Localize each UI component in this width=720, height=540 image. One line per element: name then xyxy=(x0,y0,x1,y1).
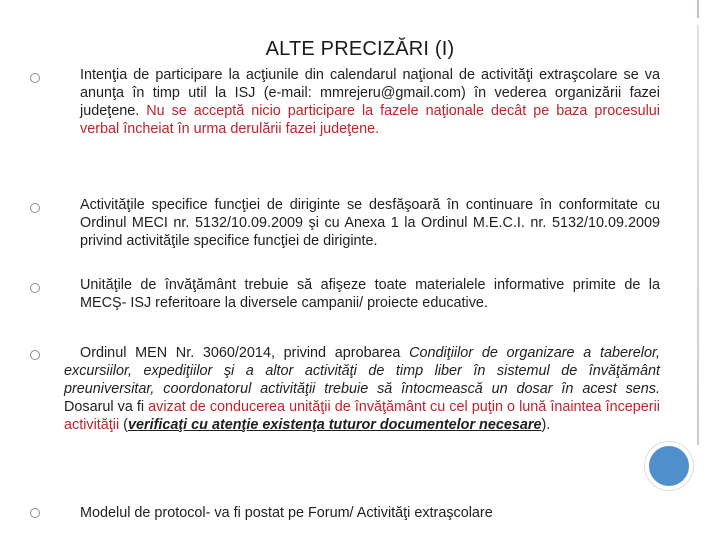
materials-text: Unităţile de învăţământ trebuie să afişeze toate materialele informative primite de la MECŞ- ISJ referitoare la diversele campanii/ proiecte educative. xyxy=(80,277,660,311)
bullet-icon xyxy=(30,283,40,293)
paragraph-protocol xyxy=(80,504,660,522)
top-rule xyxy=(697,0,699,18)
diriginte-text: Activităţile specifice funcţiei de diriginte se desfăşoară în continuare în conformitate cu Ordinul MECI nr. 5132/10.09.2009 şi cu Anexa 1 la Ordinul M.E.C.I. nr. 5132/10.09.2009 privind activităţile specifice funcţiei de diriginte. xyxy=(80,197,660,249)
protocol-text: Modelul de protocol- va fi postat pe Forum/ Activităţi extraşcolare xyxy=(80,505,493,521)
paragraph-materials xyxy=(80,276,660,312)
participation-warning: Nu se acceptă nicio participare la fazele naţionale decât pe baza procesului verbal încheiat în urma derulării fazei judeţene. xyxy=(80,103,660,137)
bullet-icon xyxy=(30,350,40,360)
bullet-icon xyxy=(30,73,40,83)
page-title: ALTE PRECIZĂRI (I) xyxy=(265,38,455,60)
order-paren-open: ( xyxy=(119,417,128,433)
paragraph-diriginte xyxy=(80,196,660,250)
order-approval: avizat de conducerea unităţii de învăţământ cu cel puţin o lună înaintea începerii activităţii xyxy=(64,399,660,433)
participation-text: Intenţia de participare la acţiunile din calendarul naţional de activităţi extraşcolare se va anunţa în timp util la ISJ (e-mail: mmrejeru@gmail.com) în vederea organizării fazei judeţene. xyxy=(80,67,660,119)
vertical-rule xyxy=(697,25,699,445)
order-intro: Ordinul MEN Nr. 3060/2014, privind aprobarea xyxy=(80,345,410,361)
order-verify: verificaţi cu atenţie existenţa tuturor documentelor necesare xyxy=(127,417,542,433)
bullet-icon xyxy=(30,203,40,213)
order-paren-close: ). xyxy=(541,417,551,433)
paragraph-order xyxy=(64,344,660,434)
bullet-icon xyxy=(30,508,40,518)
order-conditions: Condiţiilor de organizare a taberelor, excursiilor, expediţiilor şi a altor activităţi de timp liber în sistemul de învăţământ preuniversitar, coordonatorul activităţii trebuie să întocmească un dosar în acest sens. xyxy=(64,345,660,397)
order-dossier: Dosarul va fi xyxy=(64,399,149,415)
paragraph-participation xyxy=(80,66,660,138)
decorative-circle xyxy=(645,442,693,490)
